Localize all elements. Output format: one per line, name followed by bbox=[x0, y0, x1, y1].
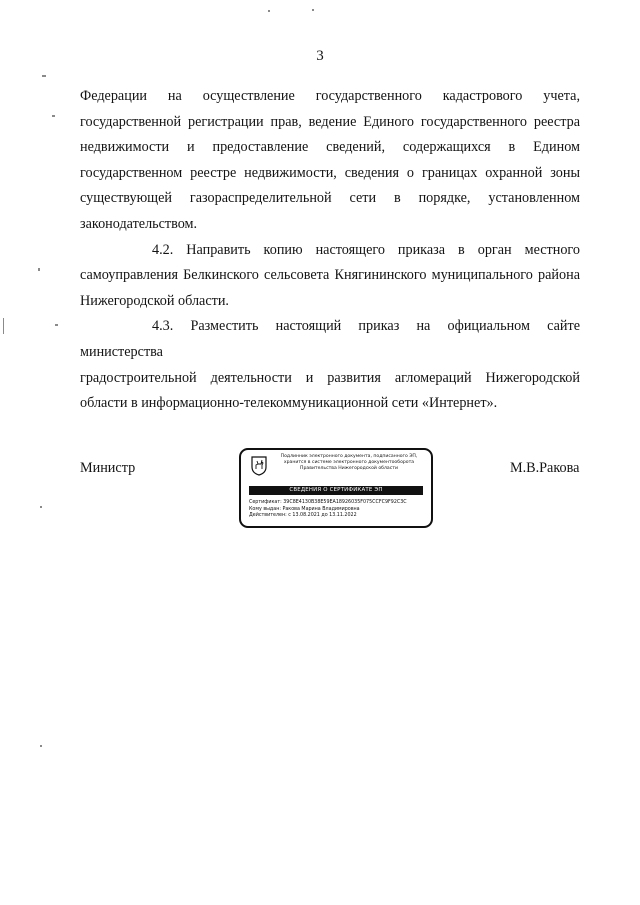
scan-mark bbox=[38, 268, 40, 271]
signer-title: Министр bbox=[80, 460, 136, 476]
scan-mark bbox=[312, 9, 314, 11]
scan-mark bbox=[268, 10, 270, 12]
stamp-note bbox=[269, 454, 429, 471]
paragraph-4-2 bbox=[80, 238, 580, 315]
text-line: 4.2. Направить копию настоящего приказа в орган местного bbox=[152, 241, 580, 258]
scan-mark bbox=[55, 324, 58, 326]
document-body bbox=[80, 84, 580, 417]
text-line: государственной регистрации прав, ведение Единого государственного реестра bbox=[80, 113, 580, 130]
certificate-serial: Сертификат: 39C8E4130B38E59EA18926035F075CCFC9F92C3C bbox=[249, 500, 407, 505]
stamp-header: СВЕДЕНИЯ О СЕРТИФИКАТЕ ЭП bbox=[249, 486, 423, 495]
text-line: 4.3. Разместить настоящий приказ на официальном сайте министерства bbox=[80, 318, 580, 360]
certificate-owner: Кому выдан: Ракова Марина Владимировна bbox=[249, 506, 360, 512]
stamp-note-line: Подлинник электронного документа, подписанного ЭП, bbox=[280, 454, 418, 459]
text-line: законодательством. bbox=[80, 215, 198, 232]
paragraph-4-3 bbox=[80, 314, 580, 416]
deer-coat-of-arms-icon bbox=[251, 456, 267, 476]
text-line: области в информационно-телекоммуникационной сети «Интернет». bbox=[80, 395, 498, 412]
stamp-note-line: хранится в системе электронного документооборота bbox=[283, 459, 415, 465]
scan-mark bbox=[40, 506, 42, 508]
text-line: недвижимости и предоставление сведений, содержащихся в Едином bbox=[80, 139, 580, 156]
text-line: самоуправления Белкинского сельсовета Княгининского муниципального района bbox=[80, 267, 580, 284]
scan-mark bbox=[52, 115, 55, 117]
text-line: Федерации на осуществление государственного кадастрового учета, bbox=[80, 88, 580, 104]
certificate-validity: Действителен: с 13.08.2021 до 13.11.2022 bbox=[249, 513, 357, 519]
electronic-signature-stamp bbox=[239, 448, 433, 528]
signer-name: М.В.Ракова bbox=[510, 460, 580, 476]
scan-mark bbox=[40, 745, 42, 747]
text-line: Нижегородской области. bbox=[80, 292, 229, 309]
text-line: градостроительной деятельности и развития агломераций Нижегородской bbox=[80, 369, 580, 386]
stamp-note-line: Правительства Нижегородской области bbox=[300, 465, 398, 471]
paragraph-4-1-continuation bbox=[80, 84, 580, 238]
scan-mark bbox=[42, 75, 46, 77]
page-number: 3 bbox=[316, 48, 324, 64]
text-line: существующей газораспределительной сети в порядке, установленном bbox=[80, 190, 580, 207]
text-line: государственном реестре недвижимости, сведения о границах охранной зоны bbox=[80, 164, 580, 181]
scan-mark bbox=[3, 318, 4, 334]
certificate-details bbox=[249, 500, 425, 520]
